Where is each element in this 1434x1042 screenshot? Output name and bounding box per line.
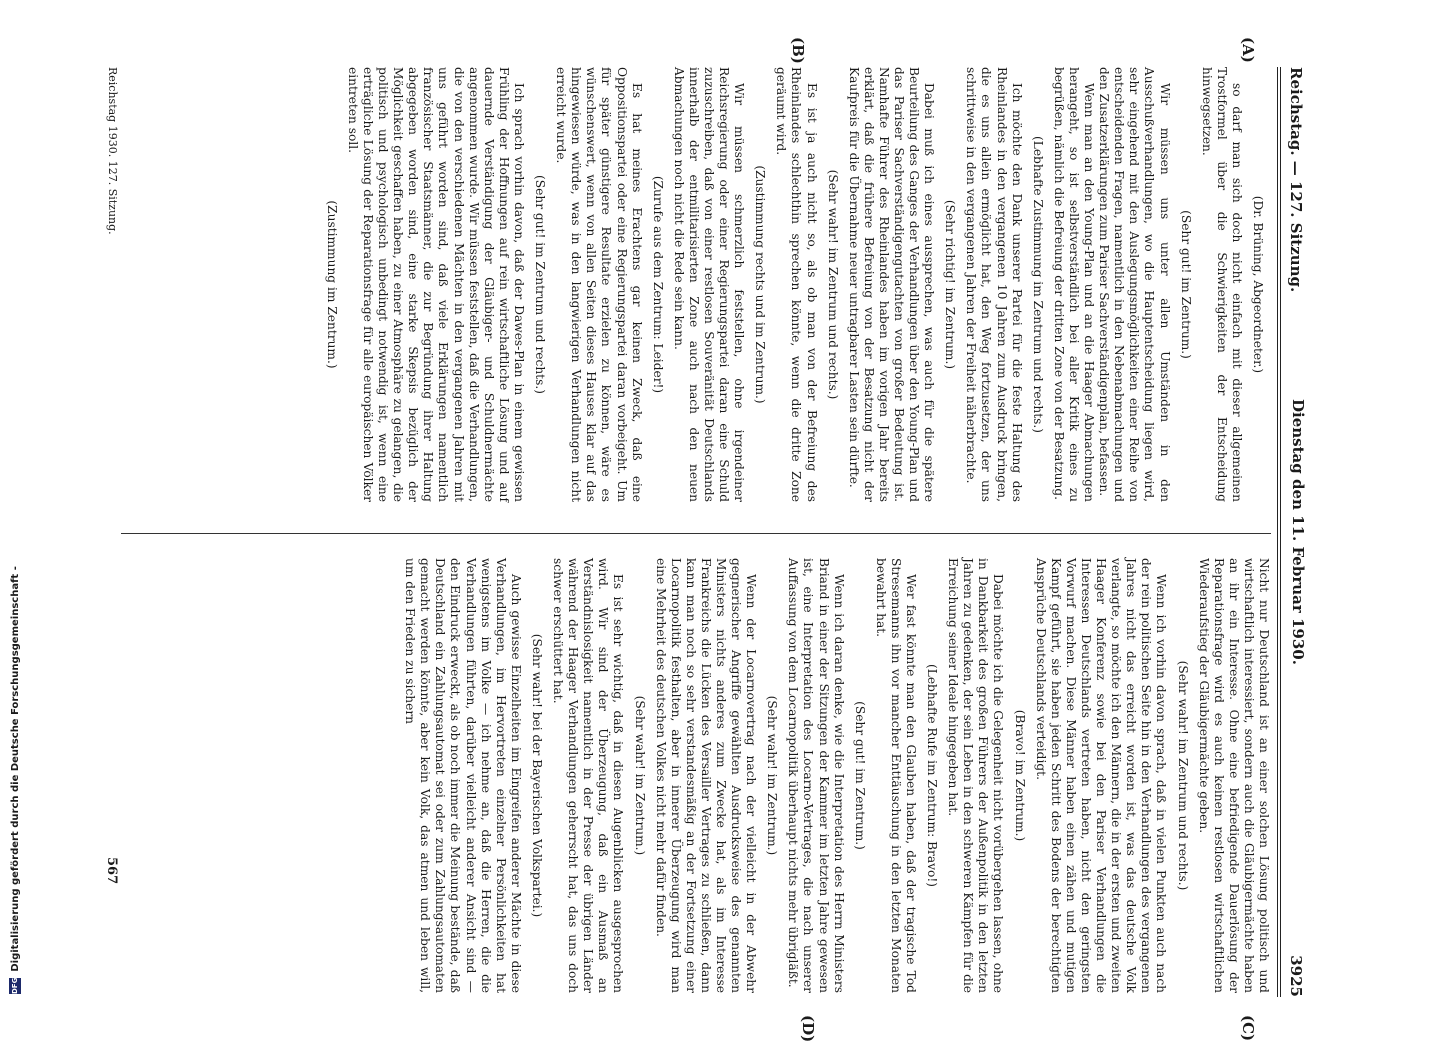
right-column-paragraph: Es ist sehr wichtig, daß in diesen Augenblicken ausgesprochen wird. Wir sind der Überzeugung, daß ein Ausmaß an Verständnislosigkeit namentlich in der Presse der übrigen Länder während der Haager Verhandlungen geherrscht hat, das uns doch schwer erschüttert hat. — [551, 558, 626, 993]
margin-marker-a: (A) — [1239, 37, 1257, 63]
dfg-logo-icon: DFG — [11, 977, 19, 994]
right-column — [402, 558, 1271, 993]
left-column-remark: (Lebhafte Zustimmung im Zentrum und rechts.) — [1030, 135, 1045, 434]
margin-marker-d: (D) — [799, 1015, 817, 1042]
header-rule-thin — [1277, 67, 1278, 997]
document-page — [104, 37, 1317, 1042]
right-column-remark: (Sehr wahr! im Zentrum.) — [632, 695, 647, 856]
right-column-remark: (Bravo! im Zentrum.) — [1012, 709, 1027, 842]
speaker-line: (Dr. Brüning, Abgeordneter.) — [1251, 195, 1265, 374]
left-column-paragraph: Dabei muß ich eines aussprechen, was auch für die spätere Beurteilung des Ganges der Verhandlungen über den Young-Plan und das Pariser Sachverständigengutachten von großer Bedeutung ist. Namhafte Führer des Rheinlandes haben im vorigen Jahr bereits erklärt, daß die frühere Befreiung von der Besatzung nicht der Kaufpreis für die Übernahme neuer untragbarer Lasten sein dürfte. — [846, 67, 937, 502]
right-column-remark: (Sehr wahr! im Zentrum und rechts.) — [1175, 660, 1190, 891]
footer-left: Reichstag 1930. 127. Sitzung. — [106, 67, 119, 235]
margin-marker-c: (C) — [1239, 1015, 1257, 1042]
margin-marker-b: (B) — [789, 37, 807, 64]
left-column-remark: (Zustimmung im Zentrum.) — [324, 200, 339, 369]
left-column-remark: (Zustimmung rechts und im Zentrum.) — [753, 165, 768, 404]
header-left: Reichstag. — 127. Sitzung. — [1287, 67, 1305, 293]
left-column-paragraph: Wenn man an den Young-Plan und an die Haager Abmachungen herangeht, so ist selbstverständlich bei aller Kritik eines zu begrüßen, nämlich die Befreiung der dritten Zone von der Besatzung. — [1051, 67, 1097, 502]
left-column-paragraph: Wir müssen schmerzlich feststellen, ohne irgendeiner Reichsregierung oder einer Regierungspartei daran eine Schuld zuzuschreiben, daß von einer restlosen Souveränität Deutschlands innerhalb der entmilitarisierten Zone auch nach den neuen Abmachungen noch nicht die Rede sein kann. — [671, 67, 747, 502]
attribution-strip — [6, 566, 24, 994]
column-divider — [121, 533, 1271, 534]
left-column-remark: (Sehr gut! im Zentrum und rechts.) — [533, 175, 548, 394]
left-column-paragraph: Ich sprach vorhin davon, daß der Dawes-Plan in einem gewissen Frühling der Hoffnungen auf rein wirtschaftliche Lösung und auf dauernde Verständigung der Gläubiger- und Schuldnermächte angenommen wurde. Wir müssen feststellen, daß die Verhandlungen, die von den verschiedenen Mächten in den vergangenen Jahren mit uns geführt worden sind, daß viele Erklärungen namentlich französischer Staatsmänner, die zur Begründung ihrer Haltung abgegeben worden sind, eine starke Skepsis bezüglich der Möglichkeit geschaffen haben, zu einer Atmosphäre zu gelangen, die politisch und psychologisch unbedingt notwendig ist, wenn eine erträgliche Lösung der Reparationsfrage für alle europäischen Völker eintreten soll. — [345, 67, 526, 502]
footer-page-number: 567 — [104, 857, 119, 885]
right-column-remark: (Lebhafte Rufe im Zentrum: Bravo!) — [925, 664, 940, 887]
left-column-paragraph: Wir müssen uns unter allen Umständen in den Ausschußverhandlungen, wo die Hauptentscheidung liegen wird, sehr eingehend mit den Auslegungsmöglichkeiten einer Reihe von entscheidenden Fragen, namentlich in den Nebenabmachungen und den Zusatzerklärungen zum Pariser Sachverständigenplan, befassen. — [1097, 67, 1172, 502]
header-date: Dienstag den 11. Februar 1930. — [1289, 399, 1307, 665]
left-column-remark: (Sehr richtig! im Zentrum.) — [943, 199, 958, 370]
left-column-remark: (Sehr gut! im Zentrum.) — [1178, 210, 1193, 359]
left-column-paragraph: so darf man sich doch nicht einfach mit dieser allgemeinen Trostformel über die Schwierigkeiten der Entscheidung hinwegsetzen. — [1199, 67, 1244, 502]
right-column-paragraph: Wenn der Locarnovertrag nach der vielleicht in der Abwehr gegnerischer Angriffe gewählten Ausdrucksweise des genannten Ministers nichts anderes zum Zwecke hat, als im Interesse Frankreichs die Lücken des Versailler Vertrages zu schließen, dann kann man noch so sehr verstandesmäßig an der Fortsetzung einer Locarnopolitik festhalten, aber in innerer Überzeugung wird man eine Mehrheit des deutschen Volkes nicht mehr dafür finden. — [653, 558, 759, 993]
left-column-remark: (Sehr wahr! im Zentrum und rechts.) — [825, 169, 840, 400]
left-column — [318, 67, 1271, 502]
right-column-remark: (Sehr wahr! im Zentrum.) — [765, 695, 780, 856]
right-column-remark: (Sehr wahr! bei der Bayerischen Volkspartei.) — [529, 633, 544, 918]
right-column-paragraph: Wer fast könnte man den Glauben haben, daß der tragische Tod Stresemanns ihn vor mancher Enttäuschung in den letzten Monaten bewahrt hat. — [873, 558, 919, 993]
page-header — [1287, 67, 1317, 997]
right-column-paragraph: Wenn ich daran denke, wie die Interpretation des Herrn Ministers Briand in einer der Sitzungen der Kammer im letzten Jahre gewesen ist, eine Interpretation des Locarno-Vertrages, die nach unserer Auffassung von dem Locarnopolitik überhaupt nichts mehr übrigläßt. — [786, 558, 846, 993]
attribution-text: Digitalisierung gefördert durch die Deutsche Forschungsgemeinschaft - — [9, 566, 21, 972]
page-number: 3925 — [1287, 955, 1305, 997]
left-column-paragraph: Ich möchte den Dank unserer Partei für die feste Haltung des Rheinlandes in den vergangenen 10 Jahren zum Ausdruck bringen, die es uns allein ermöglicht hat, den Weg fortzusetzen, der uns schrittweise in den vergangenen Jahren der Freiheit näherbrachte. — [964, 67, 1024, 502]
right-column-paragraph: Wenn ich vorhin davon sprach, daß in vielen Punkten auch nach der rein politischen Seite hin in den Verhandlungen des vergangenen Jahres nicht das erreicht worden ist, was das deutsche Volk verlangte, so möchte ich den Männern, die in der ersten und zweiten Haager Konferenz sowie bei den Pariser Verhandlungen die Interessen Deutschlands vertreten haben, nicht den geringsten Vorwurf machen. Diese Männer haben einen zähen und mutigen Kampf geführt, sie haben jeden Schritt des Bodens der berechtigten Ansprüche Deutschlands verteidigt. — [1033, 558, 1169, 993]
right-column-paragraph: Nicht nur Deutschland ist an einer solchen Lösung politisch und wirtschaftlich interessiert, sondern auch die Gläubigermächte haben an ihr ein Interesse. Ohne eine befriedigende Dauerlösung der Reparationsfrage wird es auch keinen restlosen wirtschaftlichen Wiederaufstieg der Gläubigermächte geben. — [1196, 558, 1271, 993]
right-column-paragraph: Dabei möchte ich die Gelegenheit nicht vorübergehen lassen, ohne in Dankbarkeit des großen Führers der Außenpolitik in den letzten Jahren zu gedenken, der sein Leben in den schweren Kämpfen für die Erreichung seiner Ideale hingegeben hat. — [946, 558, 1006, 993]
left-column-remark: (Zurufe aus dem Zentrum: Leider!) — [650, 175, 665, 394]
header-rule — [1280, 67, 1281, 997]
left-column-paragraph: Es hat meines Erachtens gar keinen Zweck, daß eine Oppositionspartei oder eine Regierungspartei daran vorbeigeht. Um für später günstigere Resultate erzielen zu können, wäre es wünschenswert, wenn von allen Seiten dieses Hauses klar auf das hingewiesen würde, was in den langwierigen Verhandlungen nicht erreicht wurde. — [554, 67, 644, 502]
left-column-paragraph: Es ist ja auch nicht so, als ob man von der Befreiung des Rheinlandes schlechthin sprechen könnte, wenn die dritte Zone geräumt wird. — [774, 67, 819, 502]
right-column-remark: (Sehr gut! im Zentrum.) — [852, 701, 867, 850]
right-column-paragraph: Auch gewisse Einzelheiten im Eingreifen anderer Mächte in diese Verhandlungen, im Hervortreten einzelner Persönlichkeiten hat wenigstens im Volke — ich nehme an, daß die Herren, die die Verhandlungen führten, darüber vielleicht anderer Ansicht sind — den Eindruck erweckt, als ob noch immer die Meinung bestände, daß Deutschland ein Zahlungsautomat sei oder zum Zahlungsautomaten gemacht werden könnte, aber kein Volk, das atmen und leben will, um den Frieden zu sichern — [403, 558, 523, 993]
